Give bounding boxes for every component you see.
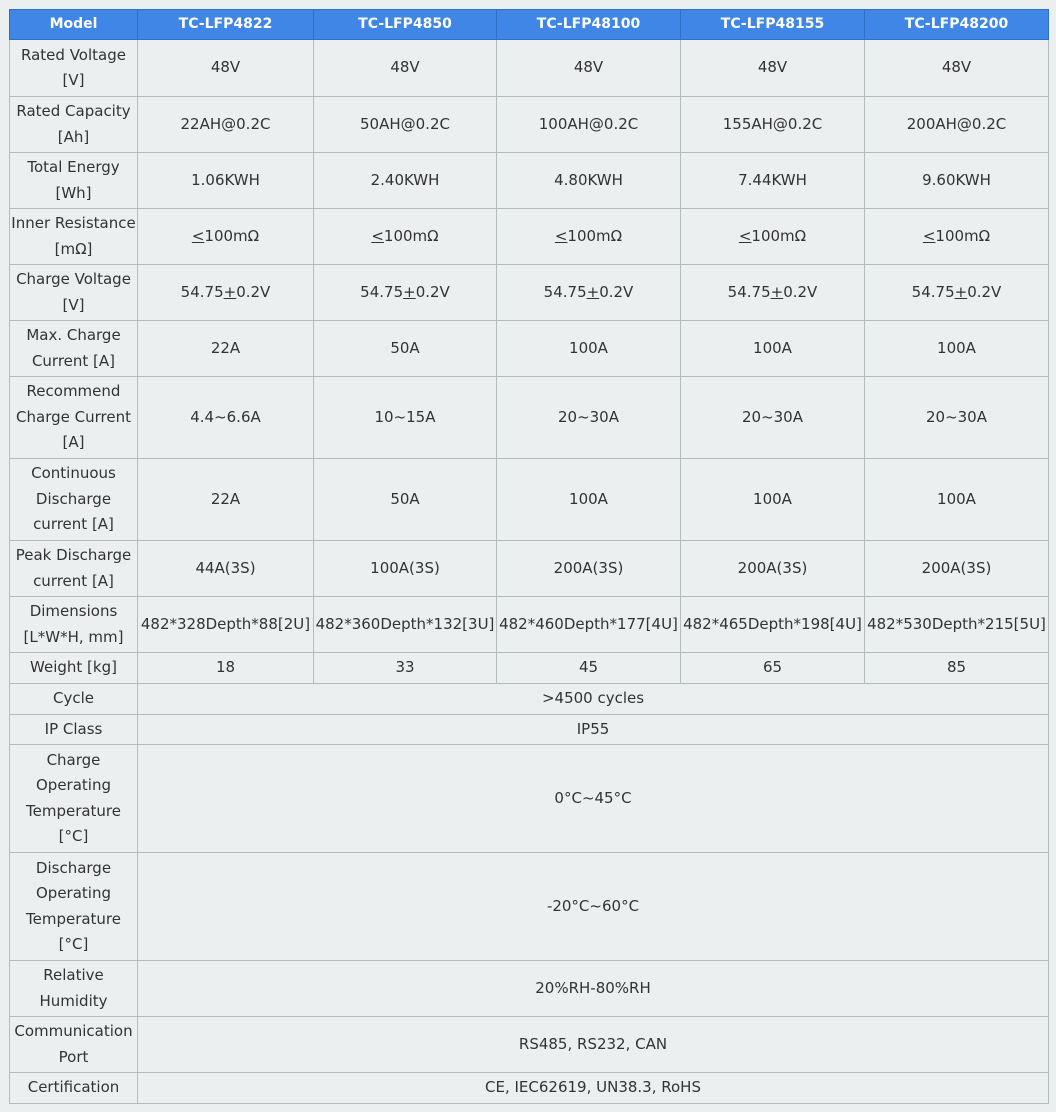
row-total-energy bbox=[10, 153, 1049, 209]
less-equal-sign: < bbox=[554, 226, 568, 245]
table-cell bbox=[138, 209, 314, 265]
table-cell: 50AH@0.2C bbox=[314, 97, 497, 153]
table-cell: 4.4~6.6A bbox=[138, 377, 314, 459]
table-cell: CE, IEC62619, UN38.3, RoHS bbox=[138, 1073, 1049, 1104]
row-ip-class bbox=[10, 715, 1049, 745]
plus-minus-sign: + bbox=[954, 282, 968, 301]
row-label: Total Energy [Wh] bbox=[10, 153, 138, 209]
row-max-charge-current bbox=[10, 321, 1049, 377]
header-model-3: TC-LFP48100 bbox=[497, 10, 681, 40]
table-header-row bbox=[10, 10, 1049, 40]
row-rated-voltage bbox=[10, 40, 1049, 97]
table-cell: 1.06KWH bbox=[138, 153, 314, 209]
table-cell: 65 bbox=[681, 653, 865, 684]
resistance-value: 100mΩ bbox=[751, 226, 807, 245]
voltage-base: 54.75 bbox=[911, 282, 955, 301]
table-cell: 85 bbox=[865, 653, 1049, 684]
voltage-tolerance: 0.2V bbox=[599, 282, 634, 301]
table-cell: 482*460Depth*177[4U] bbox=[497, 597, 681, 653]
table-cell bbox=[497, 209, 681, 265]
row-weight bbox=[10, 653, 1049, 684]
table-cell: 200A(3S) bbox=[497, 541, 681, 597]
table-cell: 100A(3S) bbox=[314, 541, 497, 597]
table-cell: 22A bbox=[138, 459, 314, 541]
row-label: Cycle bbox=[10, 684, 138, 715]
voltage-base: 54.75 bbox=[360, 282, 404, 301]
plus-minus-sign: + bbox=[770, 282, 784, 301]
table-cell: 482*328Depth*88[2U] bbox=[138, 597, 314, 653]
resistance-value: 100mΩ bbox=[935, 226, 991, 245]
row-label: Dimensions [L*W*H, mm] bbox=[10, 597, 138, 653]
table-cell bbox=[865, 209, 1049, 265]
row-comm-port bbox=[10, 1017, 1049, 1073]
table-cell: 100A bbox=[497, 321, 681, 377]
table-cell: 20%RH-80%RH bbox=[138, 961, 1049, 1017]
table-cell: 482*530Depth*215[5U] bbox=[865, 597, 1049, 653]
row-label: Charge Voltage [V] bbox=[10, 265, 138, 321]
row-certification bbox=[10, 1073, 1049, 1104]
table-cell: 155AH@0.2C bbox=[681, 97, 865, 153]
less-equal-sign: < bbox=[922, 226, 936, 245]
less-equal-sign: < bbox=[371, 226, 384, 245]
table-cell: 48V bbox=[314, 40, 497, 97]
row-label: Continuous Discharge current [A] bbox=[10, 459, 138, 541]
row-humidity bbox=[10, 961, 1049, 1017]
header-model-5: TC-LFP48200 bbox=[865, 10, 1049, 40]
table-cell bbox=[314, 209, 497, 265]
header-model-label: Model bbox=[10, 10, 138, 40]
row-label: Max. Charge Current [A] bbox=[10, 321, 138, 377]
less-equal-sign: < bbox=[738, 226, 752, 245]
voltage-tolerance: 0.2V bbox=[236, 282, 271, 301]
header-model-2: TC-LFP4850 bbox=[314, 10, 497, 40]
table-cell: 482*360Depth*132[3U] bbox=[314, 597, 497, 653]
table-cell: >4500 cycles bbox=[138, 684, 1049, 715]
table-cell: 9.60KWH bbox=[865, 153, 1049, 209]
row-label: Discharge Operating Temperature [°C] bbox=[10, 853, 138, 961]
table-cell: 200A(3S) bbox=[681, 541, 865, 597]
row-label: Recommend Charge Current [A] bbox=[10, 377, 138, 459]
table-cell: 50A bbox=[314, 459, 497, 541]
plus-minus-sign: + bbox=[586, 282, 600, 301]
less-equal-sign: < bbox=[191, 226, 205, 245]
table-cell: 48V bbox=[497, 40, 681, 97]
table-cell: IP55 bbox=[138, 715, 1049, 745]
row-label: Relative Humidity bbox=[10, 961, 138, 1017]
table-cell: 48V bbox=[681, 40, 865, 97]
table-cell bbox=[681, 265, 865, 321]
table-cell: 22A bbox=[138, 321, 314, 377]
table-cell: 48V bbox=[865, 40, 1049, 97]
table-cell: 100A bbox=[497, 459, 681, 541]
plus-minus-sign: + bbox=[223, 282, 237, 301]
table-cell: 100A bbox=[681, 459, 865, 541]
table-cell: 50A bbox=[314, 321, 497, 377]
row-charge-voltage bbox=[10, 265, 1049, 321]
table-cell: 100A bbox=[681, 321, 865, 377]
table-cell bbox=[314, 265, 497, 321]
row-cycle bbox=[10, 684, 1049, 715]
table-cell: 100A bbox=[865, 321, 1049, 377]
table-cell: 44A(3S) bbox=[138, 541, 314, 597]
table-cell: 100AH@0.2C bbox=[497, 97, 681, 153]
table-cell: 45 bbox=[497, 653, 681, 684]
table-cell: 48V bbox=[138, 40, 314, 97]
row-label: Peak Discharge current [A] bbox=[10, 541, 138, 597]
voltage-tolerance: 0.2V bbox=[783, 282, 818, 301]
row-discharge-temp bbox=[10, 853, 1049, 961]
voltage-tolerance: 0.2V bbox=[415, 282, 450, 301]
table-cell: 20~30A bbox=[497, 377, 681, 459]
table-cell: -20°C~60°C bbox=[138, 853, 1049, 961]
spec-table-container bbox=[9, 9, 1049, 1104]
resistance-value: 100mΩ bbox=[383, 226, 439, 245]
row-label: Weight [kg] bbox=[10, 653, 138, 684]
resistance-value: 100mΩ bbox=[204, 226, 260, 245]
plus-minus-sign: + bbox=[403, 282, 416, 301]
table-cell: 200AH@0.2C bbox=[865, 97, 1049, 153]
row-label: Inner Resistance [mΩ] bbox=[10, 209, 138, 265]
row-recommend-charge-current bbox=[10, 377, 1049, 459]
table-cell bbox=[865, 265, 1049, 321]
table-cell: 10~15A bbox=[314, 377, 497, 459]
voltage-base: 54.75 bbox=[180, 282, 224, 301]
row-continuous-discharge bbox=[10, 459, 1049, 541]
row-label: Charge Operating Temperature [°C] bbox=[10, 745, 138, 853]
row-label: Communication Port bbox=[10, 1017, 138, 1073]
voltage-tolerance: 0.2V bbox=[967, 282, 1002, 301]
table-cell: 100A bbox=[865, 459, 1049, 541]
row-peak-discharge bbox=[10, 541, 1049, 597]
table-cell: 7.44KWH bbox=[681, 153, 865, 209]
table-cell: 2.40KWH bbox=[314, 153, 497, 209]
resistance-value: 100mΩ bbox=[567, 226, 623, 245]
header-model-4: TC-LFP48155 bbox=[681, 10, 865, 40]
voltage-base: 54.75 bbox=[727, 282, 771, 301]
table-cell bbox=[681, 209, 865, 265]
table-cell: 482*465Depth*198[4U] bbox=[681, 597, 865, 653]
table-cell: 18 bbox=[138, 653, 314, 684]
row-charge-temp bbox=[10, 745, 1049, 853]
row-dimensions bbox=[10, 597, 1049, 653]
row-label: Rated Voltage [V] bbox=[10, 40, 138, 97]
table-cell: 4.80KWH bbox=[497, 153, 681, 209]
row-rated-capacity bbox=[10, 97, 1049, 153]
table-cell: 200A(3S) bbox=[865, 541, 1049, 597]
header-model-1: TC-LFP4822 bbox=[138, 10, 314, 40]
table-cell: 22AH@0.2C bbox=[138, 97, 314, 153]
table-cell: 33 bbox=[314, 653, 497, 684]
table-cell bbox=[497, 265, 681, 321]
row-inner-resistance bbox=[10, 209, 1049, 265]
table-cell: RS485, RS232, CAN bbox=[138, 1017, 1049, 1073]
row-label: IP Class bbox=[10, 715, 138, 745]
table-cell bbox=[138, 265, 314, 321]
table-cell: 20~30A bbox=[865, 377, 1049, 459]
battery-spec-table bbox=[9, 9, 1049, 1104]
table-cell: 0°C~45°C bbox=[138, 745, 1049, 853]
table-cell: 20~30A bbox=[681, 377, 865, 459]
row-label: Rated Capacity [Ah] bbox=[10, 97, 138, 153]
voltage-base: 54.75 bbox=[543, 282, 587, 301]
row-label: Certification bbox=[10, 1073, 138, 1104]
